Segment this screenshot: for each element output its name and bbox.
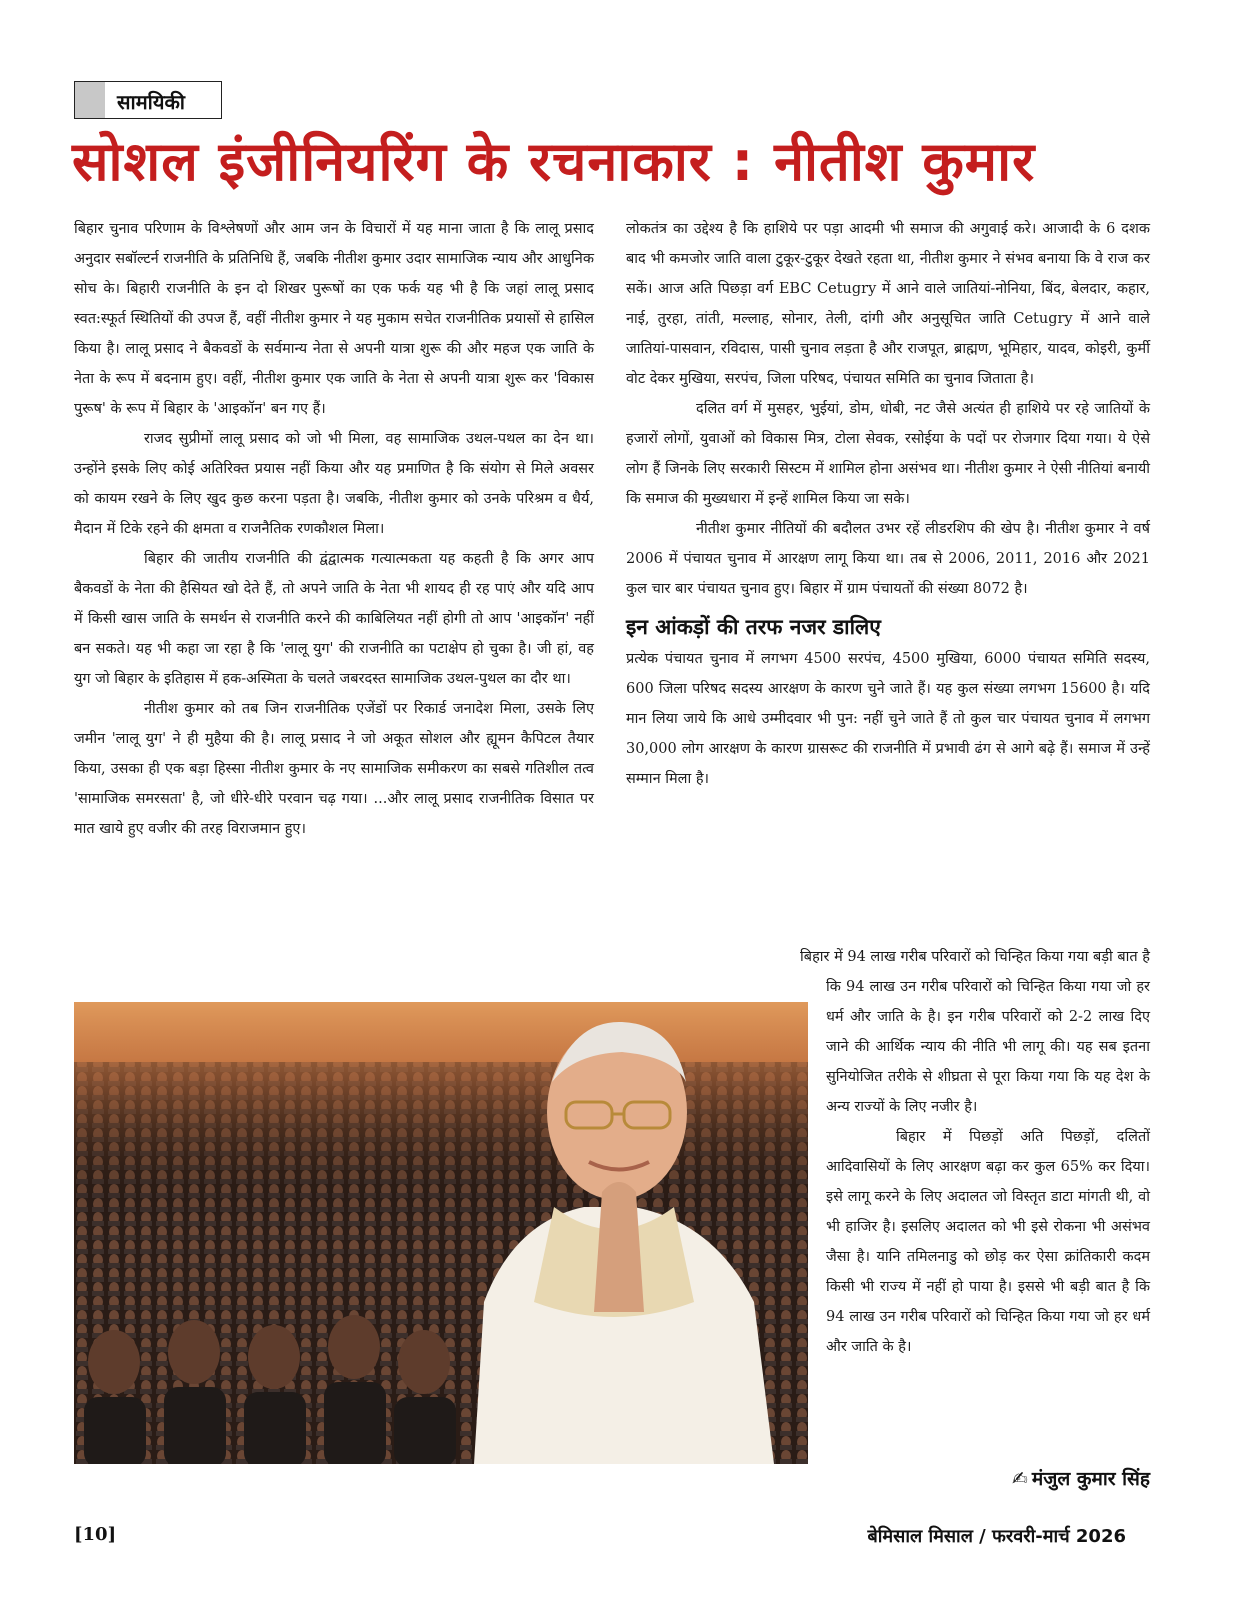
left-paragraph-2: राजद सुप्रीमों लालू प्रसाद को जो भी मिला, वह सामाजिक उथल-पथल का देन था। उन्होंने इसके लिए कोई अतिरिक्त प्रयास नहीं किया और यह प्रमाणित है कि संयोग से मिले अवसर को कायम रखने के लिए खुद कुछ करना पड़ता है। जबकि, नीतीश कुमार को उनके परिश्रम व धैर्य, मैदान में टिके रहने की क्षमता व राजनैतिक रणकौशल मिला। xyxy=(74,431,594,537)
narrow-column xyxy=(826,972,1150,1362)
right-paragraph-1: लोकतंत्र का उद्देश्य है कि हाशिये पर पड़ा आदमी भी समाज की अगुवाई करे। आजादी के 6 दशक बाद भी कमजोर जाति वाला टुकूर-टुकूर देखते रहता था, नीतीश कुमार ने संभव बनाया कि वे राज कर सकें। आज अति पिछड़ा वर्ग EBC Cetugry में आने वाले जातियां-नोनिया, बिंद, बेलदार, कहार, नाई, तुरहा, तांती, मल्लाह, सोनार, तेली, दांगी और अनुसूचित जाति Cetugry में आने वाले जातियां-पासवान, रविदास, पासी चुनाव लड़ता है और राजपूत, ब्राह्मण, भूमिहार, यादव, कोइरी, कुर्मी वोट देकर मुखिया, सरपंच, जिला परिषद, पंचायत समिति का चुनाव जिताता है। xyxy=(626,221,1150,387)
crowd-with-leader-photo xyxy=(74,1002,808,1464)
left-paragraph-1: बिहार चुनाव परिणाम के विश्लेषणों और आम जन के विचारों में यह माना जाता है कि लालू प्रसाद अनुदार सबॉल्टर्न राजनीति के प्रतिनिधि हैं, जबकि नीतीश कुमार उदार सामाजिक न्याय और आधुनिक सोच के। बिहारी राजनीति के इन दो शिखर पुरूषों का एक फर्क यह भी है कि जहां लालू प्रसाद स्वत:स्फूर्त स्थितियों की उपज हैं, वहीं नीतीश कुमार ने यह मुकाम सचेत राजनीतिक प्रयासों से हासिल किया है। लालू प्रसाद ने बैकवडों के सर्वमान्य नेता से अपनी यात्रा शुरू की और महज एक जाति के नेता के रूप में बदनाम हुए। वहीं, नीतीश कुमार एक जाति के नेता से अपनी यात्रा शुरू कर 'विकास पुरूष' के रूप में बिहार के 'आइकॉन' बन गए हैं। xyxy=(74,221,594,417)
right-paragraph-3: नीतीश कुमार नीतियों की बदौलत उभर रहें लीडरशिप की खेप है। नीतीश कुमार ने वर्ष 2006 में पंचायत चुनाव में आरक्षण लागू किया था। तब से 2006, 2011, 2016 और 2021 कुल चार बार पंचायत चुनाव हुए। बिहार में ग्राम पंचायतों की संख्या 8072 है। xyxy=(626,521,1150,597)
headline: सोशल इंजीनियरिंग के रचनाकार : नीतीश कुमार xyxy=(72,130,1036,193)
page-number: [10] xyxy=(74,1524,117,1545)
narrow-paragraph-1: कि 94 लाख उन गरीब परिवारों को चिन्हित किया गया जो हर धर्म और जाति के है। इन गरीब परिवारों को 2-2 लाख दिए जाने की आर्थिक न्याय की नीति भी लागू की। यह सब इतना सुनियोजित तरीके से शीघ्रता से पूरा किया गया कि यह देश के अन्य राज्यों के लिए नजीर है। xyxy=(826,979,1150,1115)
stats-paragraph: प्रत्येक पंचायत चुनाव में लगभग 4500 सरपंच, 4500 मुखिया, 6000 पंचायत समिति सदस्य, 600 जिला परिषद सदस्य आरक्षण के कारण चुने जाते हैं। यह कुल संख्या लगभग 15600 है। यदि मान लिया जाये कि आधे उम्मीदवार भी पुन: नहीं चुने जाते हैं तो कुल चार पंचायत चुनाव में लगभग 30,000 लोग आरक्षण के कारण ग्रासरूट की राजनीति में प्रभावी ढंग से आगे बढ़े हैं। समाज में उन्हें सम्मान मिला है। xyxy=(626,651,1150,787)
photo-illustration xyxy=(74,1002,808,1464)
left-paragraph-4: नीतीश कुमार को तब जिन राजनीतिक एजेंडों पर रिकार्ड जनादेश मिला, उसके लिए जमीन 'लालू युग' ने ही मुहैया की है। लालू प्रसाद ने जो अकूत सोशल और ह्यूमन कैपिटल तैयार किया, उसका ही एक बड़ा हिस्सा नीतीश कुमार के नए सामाजिक समीकरण का सबसे गतिशील तत्व 'सामाजिक समरसता' है, जो धीरे-धीरे परवान चढ़ गया। ...और लालू प्रसाद राजनीतिक विसात पर मात खाये हुए वजीर की तरह विराजमान हुए। xyxy=(74,701,594,837)
left-paragraph-3: बिहार की जातीय राजनीति की द्वंद्वात्मक गत्यात्मकता यह कहती है कि अगर आप बैकवडों के नेता की हैसियत खो देते हैं, तो अपने जाति के नेता भी शायद ही रह पाएं और यदि आप में किसी खास जाति के समर्थन से राजनीति करने की काबिलियत नहीं होगी तो आप 'आइकॉन' नहीं बन सकते। यह भी कहा जा रहा है कि 'लालू युग' की राजनीति का पटाक्षेप हो चुका है। जी हां, वह युग जो बिहार के इतिहास में हक-अस्मिता के चलते जबरदस्त सामाजिक उथल-पुथल का दौर था। xyxy=(74,551,594,687)
subheading: इन आंकड़ों की तरफ नजर डालिए xyxy=(626,615,881,639)
section-tag xyxy=(74,81,222,119)
author-name: मंजुल कुमार सिंह xyxy=(1031,1468,1150,1490)
left-column xyxy=(74,214,594,844)
magazine-footer: बेमिसाल मिसाल / फरवरी-मार्च 2026 xyxy=(867,1526,1126,1547)
intro-line: बिहार में 94 लाख गरीब परिवारों को चिन्हित किया गया बड़ी बात है xyxy=(800,949,1150,965)
section-label: सामयिकी xyxy=(117,90,185,114)
byline xyxy=(1012,1465,1150,1491)
narrow-paragraph-2: बिहार में पिछड़ों अति पिछड़ों, दलितों आदिवासियों के लिए आरक्षण बढ़ा कर कुल 65% कर दिया। इसे लागू करने के लिए अदालत जो विस्तृत डाटा मांगती थी, वो भी हाजिर है। इसलिए अदालत को भी इसे रोकना भी असंभव जैसा है। यानि तमिलनाडु को छोड़ कर ऐसा क्रांतिकारी कदम किसी भी राज्य में नहीं हो पाया है। इससे भी बड़ी बात है कि 94 लाख उन गरीब परिवारों को चिन्हित किया गया जो हर धर्म और जाति के है। xyxy=(826,1129,1150,1355)
right-column xyxy=(626,214,1150,794)
right-paragraph-2: दलित वर्ग में मुसहर, भुईयां, डोम, धोबी, नट जैसे अत्यंत ही हाशिये पर रहे जातियों के हजारों लोगों, युवाओं को विकास मित्र, टोला सेवक, रसोईया के पदों पर रोजगार दिया गया। ये ऐसे लोग हैं जिनके लिए सरकारी सिस्टम में शामिल होना असंभव था। नीतीश कुमार ने ऐसी नीतियां बनायी कि समाज की मुख्यधारा में इन्हें शामिल किया जा सके। xyxy=(626,401,1150,507)
pen-icon: ✍ xyxy=(1012,1468,1028,1490)
section-tag-shade xyxy=(75,82,105,118)
